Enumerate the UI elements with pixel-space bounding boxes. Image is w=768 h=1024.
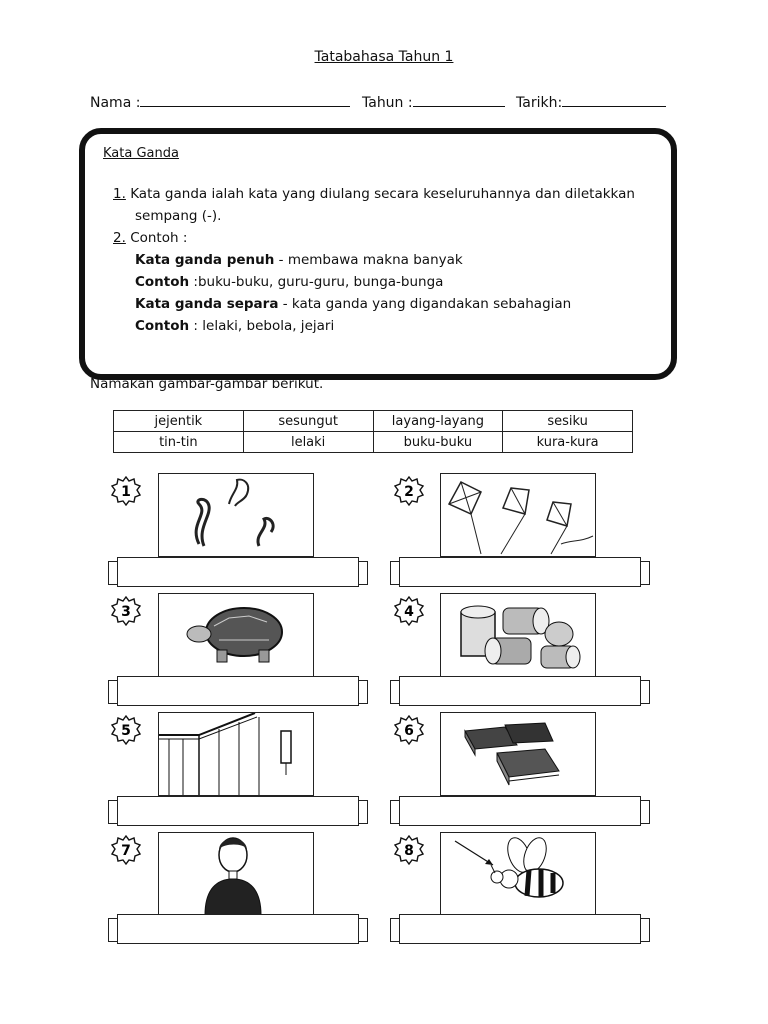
example-heading [113,230,187,246]
kata-ganda-penuh-line [135,252,463,268]
word-bank-table [113,410,633,453]
kata-ganda-separa-line [135,296,571,312]
table-row [114,432,633,453]
bee-icon [440,832,596,916]
penuh-desc: - membawa makna banyak [274,252,463,268]
contoh-label: Contoh [135,318,190,334]
word-cell: kura-kura [503,432,633,453]
answer-box-5[interactable] [117,796,359,826]
svg-text:4: 4 [404,604,414,620]
nama-label: Nama : [90,95,141,111]
books-icon [440,712,596,796]
answer-box-7[interactable] [117,914,359,944]
word-cell: layang-layang [373,411,503,432]
answer-box-4[interactable] [399,676,641,706]
kites-icon [440,473,596,557]
word-cell: jejentik [114,411,244,432]
tortoise-icon [158,593,314,677]
svg-text:3: 3 [121,604,131,620]
svg-text:8: 8 [404,843,414,859]
separa-desc: - kata ganda yang digandakan sebahagian [278,296,572,312]
svg-text:6: 6 [404,723,414,739]
contoh-text: :buku-buku, guru-guru, bunga-bunga [189,274,444,290]
answer-box-3[interactable] [117,676,359,706]
number-badge-1 [111,476,141,506]
svg-text:7: 7 [121,843,131,859]
definition-line-2: sempang (-). [135,208,222,224]
word-cell: sesungut [243,411,373,432]
item-number: 1. [113,186,126,202]
tahun-label: Tahun : [362,95,413,111]
contoh-penuh-line [135,274,443,290]
nama-field[interactable] [90,94,350,111]
box-title: Kata Ganda [103,146,179,161]
answer-box-1[interactable] [117,557,359,587]
table-row [114,411,633,432]
tarikh-label: Tarikh: [516,95,563,111]
word-cell: lelaki [243,432,373,453]
number-badge-2 [394,476,424,506]
number-badge-7 [111,835,141,865]
answer-box-2[interactable] [399,557,641,587]
svg-text:2: 2 [404,484,414,500]
item-number: 2. [113,230,126,246]
room-corner-icon [158,712,314,796]
tins-icon [440,593,596,677]
kata-ganda-notes-box [79,128,677,380]
nama-line[interactable] [140,94,350,107]
contoh-text: : lelaki, bebola, jejari [189,318,335,334]
instruction: Namakan gambar-gambar berikut. [90,376,324,392]
number-badge-6 [394,715,424,745]
number-badge-4 [394,596,424,626]
tahun-line[interactable] [413,94,505,107]
definition-text: Kata ganda ialah kata yang diulang secara keseluruhannya dan diletakkan [130,186,635,202]
definition-line [113,186,635,202]
word-cell: sesiku [503,411,633,432]
boy-icon [158,832,314,916]
penuh-label: Kata ganda penuh [135,252,275,268]
worms-icon [158,473,314,557]
answer-box-8[interactable] [399,914,641,944]
word-cell: buku-buku [373,432,503,453]
contoh-label: Contoh [135,274,190,290]
svg-text:5: 5 [121,723,131,739]
number-badge-5 [111,715,141,745]
tarikh-line[interactable] [562,94,666,107]
number-badge-3 [111,596,141,626]
word-cell: tin-tin [114,432,244,453]
contoh-separa-line [135,318,334,334]
page-title: Tatabahasa Tahun 1 [314,49,454,65]
tarikh-field[interactable] [516,94,666,111]
svg-text:1: 1 [121,484,131,500]
example-heading-text: Contoh : [130,230,188,246]
separa-label: Kata ganda separa [135,296,279,312]
number-badge-8 [394,835,424,865]
tahun-field[interactable] [362,94,505,111]
answer-box-6[interactable] [399,796,641,826]
